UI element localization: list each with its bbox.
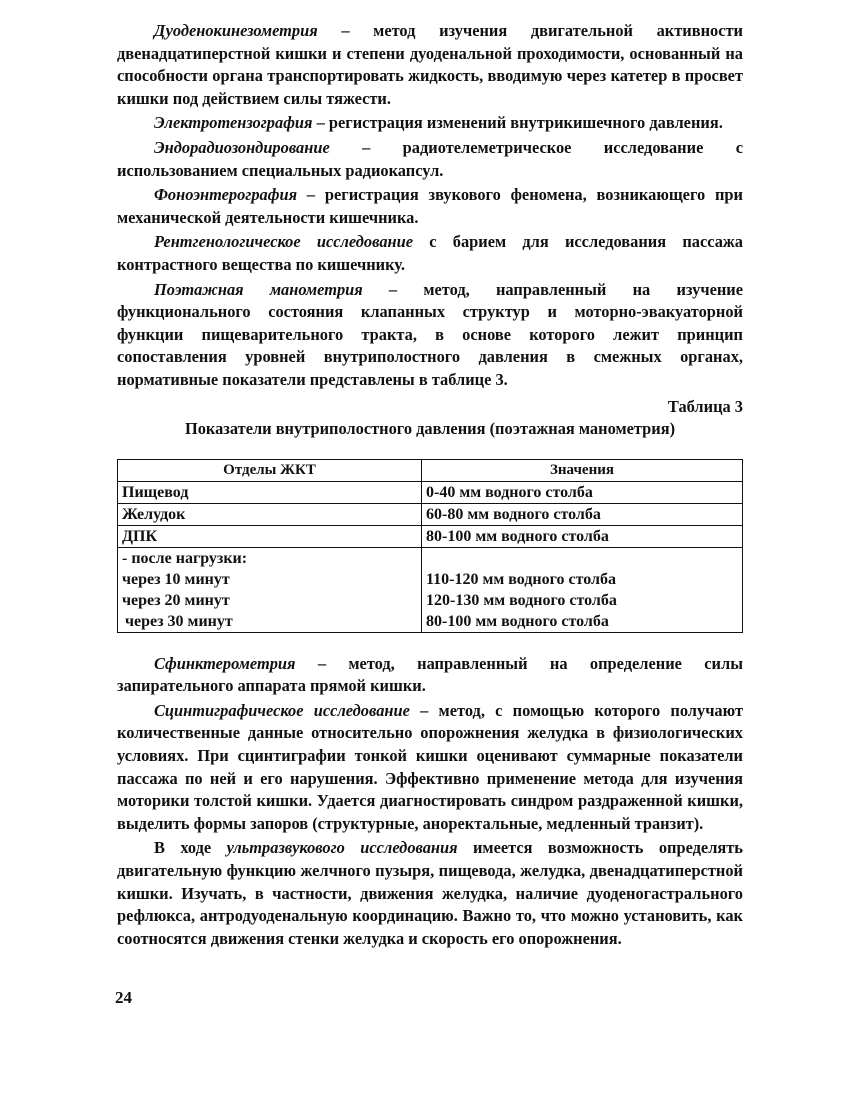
paragraph-duodenokinezometry [117,20,743,110]
cell-value: 60-80 мм водного столба [422,503,743,525]
cell-dept-block [118,547,422,632]
definition: – метод, направленный на определение силы запирательного аппарата прямой кишки. [117,653,743,696]
term: Фоноэнтерография [154,185,298,205]
paragraph-scintigraphy [117,700,743,836]
table-row [118,503,743,525]
cell-value: 0-40 мм водного столба [422,481,743,503]
paragraph-sphincterometry [117,653,743,698]
paragraph-phonoenterography [117,184,743,229]
term: ультразвукового исследования [226,838,458,858]
definition: – радиотелеметрическое исследование с использованием специальных радиокапсул. [117,137,743,180]
term: Сфинктерометрия [154,653,296,673]
cell-dept: Желудок [118,503,422,525]
cell-dept: Пищевод [118,481,422,503]
table-header-row [118,459,743,481]
term: Дуоденокинезометрия [154,21,318,40]
definition: – метод, направленный на изучение функционального состояния клапанных структур и моторно-эвакуаторной функции пищеварительного тракта, в основе которого лежит принцип сопоставления уровней внутриполостного давления в смежных органах, нормативные показатели представлены в таблице 3. [117,279,744,389]
paragraph-ultrasound [117,837,743,950]
definition: – регистрация звукового феномена, возникающего при механической деятельности кишечника. [117,185,743,227]
cell-value: 80-100 мм водного столба [422,525,743,547]
paragraph-xray [117,231,743,276]
term: Сцинтиграфическое исследование [154,700,410,720]
term: Электротензография [154,113,313,133]
paragraph-endoradioprobing [117,137,743,182]
after-load-dept: через 20 минут [122,591,230,609]
definition: – метод, с помощью которого получают количественные данные относительно опорожнения желудка в физиологических условиях. При сцинтиграфии тонкой кишки оценивают суммарные показатели пассажа по ней и его нарушения. Эффективно применение метода для изучения моторики толстой кишки. Удается диагностировать синдром раздраженной кишки, выделить формы запоров (структурные, аноректальные, медленный транзит). [117,700,743,833]
term: Поэтажная манометрия [154,279,363,299]
after-load-value: 80-100 мм водного столба [426,612,609,630]
table-label: Таблица 3 [667,396,743,416]
page-number: 24 [115,988,132,1007]
definition: с барием для исследования пассажа контрастного вещества по кишечнику. [117,232,743,274]
definition: – регистрация изменений внутрикишечного давления. [312,113,723,133]
definition: имеется возможность определять двигательную функцию желчного пузыря, пищевода, желудка, двенадцатиперстной кишки. Изучать, в частности, движения желудка, наличие дуоденогастрального рефлюкса, антродуоденальную координацию. Важно то, что можно установить, как соотносятся движения стенки желудка и скорость его опорожнения. [117,838,743,948]
cell-dept: ДПК [118,525,422,547]
table-title: Показатели внутриполостного давления (поэтажная манометрия) [184,419,676,439]
spacer [426,548,738,569]
header-values: Значения [422,459,743,481]
after-load-heading: - после нагрузки: [122,549,248,567]
header-departments: Отделы ЖКТ [118,459,422,481]
text-block [117,20,743,952]
table-row-after-load [118,547,743,632]
table-row [118,481,743,503]
term: Эндорадиозондирование [154,137,330,157]
table-row [118,525,743,547]
definition: – метод изучения двигательной активности двенадцатиперстной кишки и степени дуоденальной проходимости, основанный на способности органа транспортировать жидкость, вводимую через катетер в просвет кишки под действием силы тяжести. [117,21,743,108]
after-load-value: 110-120 мм водного столба [426,570,617,588]
after-load-dept: через 30 минут [125,612,233,630]
paragraph-manometry [117,279,743,392]
after-load-value: 120-130 мм водного столба [426,591,617,609]
paragraph-electrotensography [117,112,743,135]
pressure-table [117,459,743,633]
term: Рентгенологическое исследование [154,232,414,252]
prefix: В ходе [154,838,227,858]
cell-value-block [422,547,743,632]
after-load-dept: через 10 минут [122,570,230,588]
